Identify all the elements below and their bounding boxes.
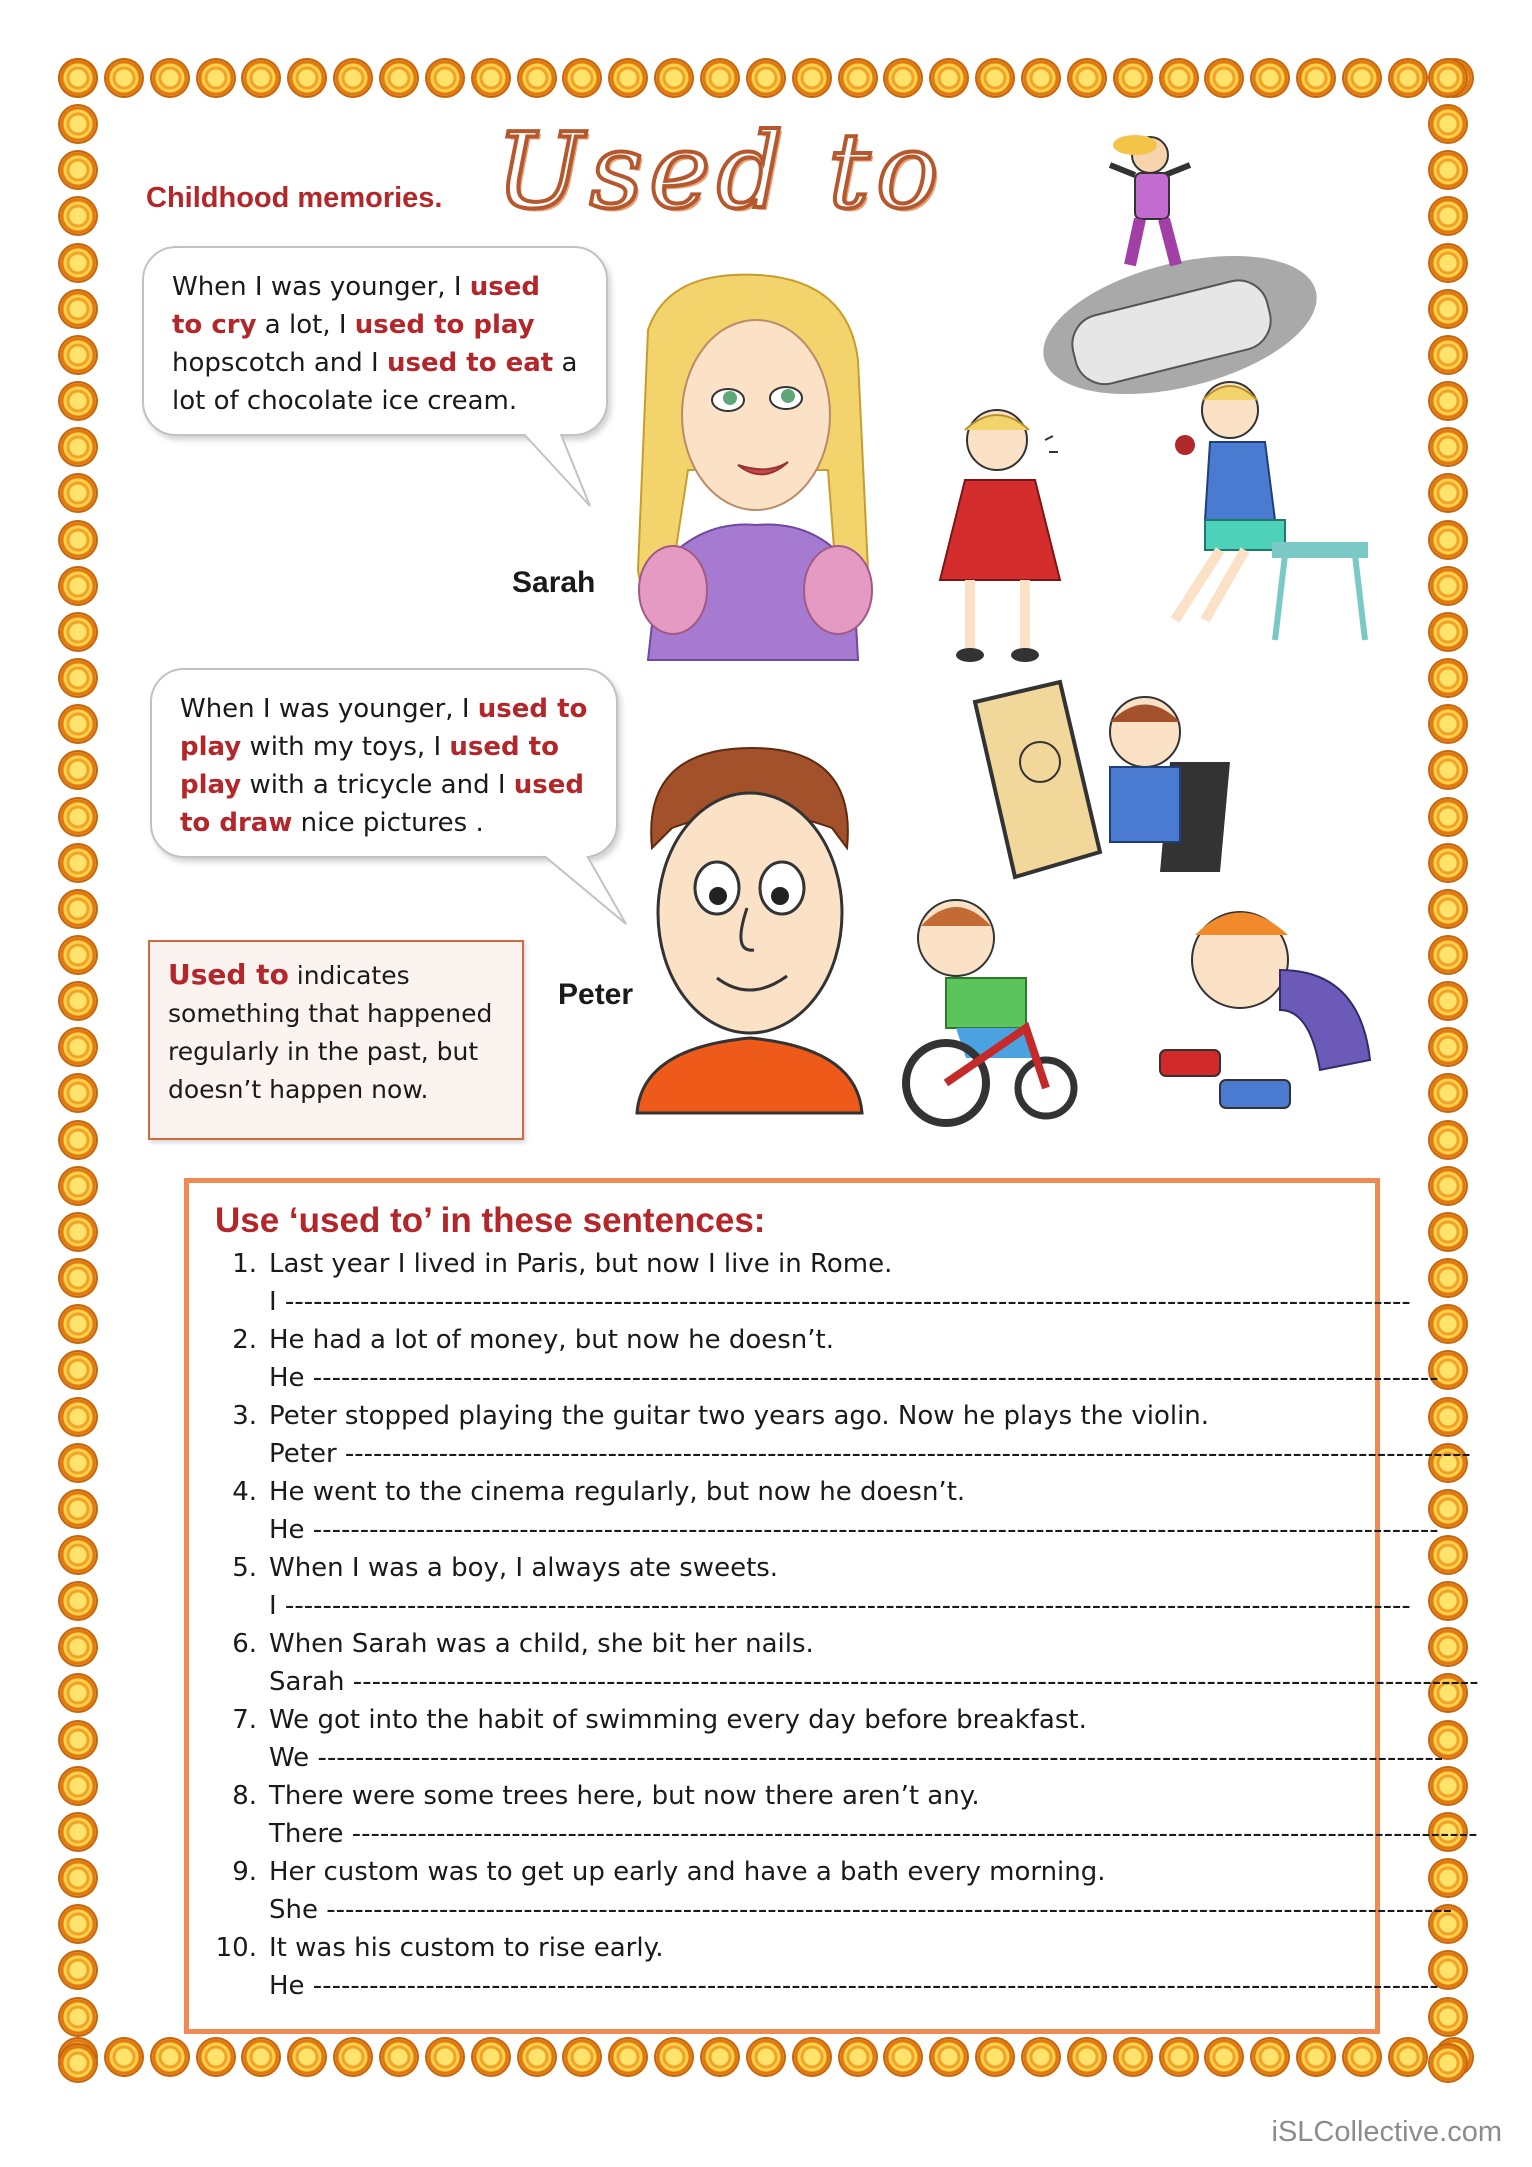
sun-icon (427, 2039, 463, 2075)
definition-term: Used to (168, 958, 289, 991)
sun-icon (1430, 1122, 1466, 1158)
sun-icon (564, 60, 600, 96)
answer-start-word: He (269, 1971, 305, 2001)
exercise-body (269, 1321, 1439, 1397)
answer-blank[interactable]: ------------------------------------------------------------------------------------------------------------------------ (317, 1895, 1453, 1925)
sun-icon (1430, 429, 1466, 465)
sun-icon (1430, 614, 1466, 650)
sarah-segment: hopscotch and I (172, 348, 387, 378)
sun-icon (1430, 660, 1466, 696)
sun-icon (1430, 1583, 1466, 1619)
sun-icon (1023, 2039, 1059, 2075)
definition-box (148, 940, 524, 1140)
sun-icon (656, 60, 692, 96)
sun-icon (840, 60, 876, 96)
sun-icon (1430, 2045, 1466, 2081)
exercise-number: 8. (232, 1781, 257, 1811)
sun-icon (60, 983, 96, 1019)
peter-name-label: Peter (558, 978, 634, 1011)
sun-icon (335, 60, 371, 96)
sun-icon (60, 429, 96, 465)
answer-start-word: Sarah (269, 1667, 345, 1697)
sun-border-bottom (60, 2039, 1472, 2081)
sarah-segment: a lot of chocolate ice cream. (172, 348, 578, 416)
answer-blank[interactable]: ------------------------------------------------------------------------------------------------------------------------ (304, 1515, 1439, 1545)
sun-icon (748, 60, 784, 96)
peter-segment: used to play (180, 694, 588, 762)
exercise-number: 9. (232, 1857, 257, 1887)
exercise-item (211, 1853, 1453, 1929)
exercise-sentence: When Sarah was a child, she bit her nails. (269, 1629, 814, 1659)
sun-icon (152, 60, 188, 96)
answer-start-word: There (269, 1819, 344, 1849)
answer-blank[interactable]: ------------------------------------------------------------------------------------------------------------------------ (344, 1667, 1479, 1697)
sun-icon (1430, 1768, 1466, 1804)
sun-icon (60, 106, 96, 142)
sun-icon (60, 1583, 96, 1619)
exercise-number: 1. (232, 1249, 257, 1279)
sun-icon (1430, 1168, 1466, 1204)
exercise-sentence: Her custom was to get up early and have a bath every morning. (269, 1857, 1106, 1887)
exercise-number: 10. (215, 1933, 257, 1963)
sun-icon (1252, 2039, 1288, 2075)
sarah-segment: used to cry (172, 272, 541, 340)
exercise-body (269, 1777, 1478, 1853)
answer-blank[interactable]: ------------------------------------------------------------------------------------------------------------------------ (336, 1439, 1471, 1469)
sun-icon (1430, 568, 1466, 604)
sarah-segment: a lot, I (256, 310, 355, 340)
sun-icon (243, 60, 279, 96)
answer-line[interactable] (269, 1511, 1439, 1549)
sun-icon (60, 1722, 96, 1758)
hopscotch-girl-illustration (1010, 125, 1320, 395)
exercise-number: 6. (232, 1629, 257, 1659)
sarah-segment: used to play (354, 310, 535, 340)
sun-icon (152, 2039, 188, 2075)
sun-icon (977, 2039, 1013, 2075)
sun-icon (794, 2039, 830, 2075)
sun-icon (106, 60, 142, 96)
peter-bubble-tail (540, 852, 630, 927)
exercise-item (211, 1777, 1478, 1853)
answer-blank[interactable]: ------------------------------------------------------------------------------------------------------------------------ (276, 1287, 1411, 1317)
answer-line[interactable] (269, 1359, 1439, 1397)
exercise-item (211, 1321, 1439, 1397)
answer-start-word: She (269, 1895, 318, 1925)
sun-icon (931, 60, 967, 96)
exercise-item (211, 1549, 1411, 1625)
answer-blank[interactable]: ------------------------------------------------------------------------------------------------------------------------ (304, 1363, 1439, 1393)
sun-icon (60, 1352, 96, 1388)
sun-icon (1430, 152, 1466, 188)
exercise-sentence: We got into the habit of swimming every day before breakfast. (269, 1705, 1087, 1735)
sun-icon (60, 337, 96, 373)
sun-icon (60, 1029, 96, 1065)
peter-segment: used to play (180, 732, 559, 800)
sun-icon (60, 799, 96, 835)
sun-icon (381, 2039, 417, 2075)
sun-icon (702, 60, 738, 96)
sun-icon (519, 2039, 555, 2075)
sun-icon (243, 2039, 279, 2075)
sarah-portrait (628, 270, 878, 660)
page-title: Used to (496, 110, 945, 232)
sun-icon (1344, 2039, 1380, 2075)
sun-icon (1430, 1214, 1466, 1250)
exercise-number: 4. (232, 1477, 257, 1507)
peter-segment: used to draw (180, 770, 585, 838)
exercise-body (269, 1397, 1471, 1473)
exercise-body (269, 1701, 1444, 1777)
sun-icon (1430, 1306, 1466, 1342)
sun-icon (60, 1260, 96, 1296)
sun-icon (1430, 1075, 1466, 1111)
peter-bubble-text (180, 694, 587, 838)
exercise-body (269, 1245, 1411, 1321)
sun-icon (1430, 937, 1466, 973)
sun-icon (1344, 60, 1380, 96)
exercise-body (269, 1473, 1439, 1549)
sarah-name-label: Sarah (512, 566, 596, 599)
sun-icon (1252, 60, 1288, 96)
sun-icon (60, 1168, 96, 1204)
exercise-sentence: He went to the cinema regularly, but now he doesn’t. (269, 1477, 966, 1507)
answer-line[interactable] (269, 1815, 1478, 1853)
sun-icon (1298, 60, 1334, 96)
sun-icon (60, 1814, 96, 1850)
exercise-number: 3. (232, 1401, 257, 1431)
crying-girl-illustration (925, 400, 1075, 670)
sun-icon (977, 60, 1013, 96)
sun-icon (60, 706, 96, 742)
sun-icon (60, 1906, 96, 1942)
answer-line[interactable] (269, 1967, 1439, 2005)
tricycle-boy-illustration (876, 888, 1086, 1128)
answer-blank[interactable]: ------------------------------------------------------------------------------------------------------------------------ (343, 1819, 1478, 1849)
sun-icon (1390, 60, 1426, 96)
sun-icon (60, 522, 96, 558)
sun-icon (1430, 891, 1466, 927)
sun-icon (1430, 291, 1466, 327)
peter-segment: nice pictures . (292, 808, 484, 838)
exercise-sentence: It was his custom to rise early. (269, 1933, 664, 1963)
sun-icon (60, 245, 96, 281)
sarah-bubble-text (172, 272, 577, 416)
exercise-body (269, 1549, 1411, 1625)
sun-icon (840, 2039, 876, 2075)
answer-start-word: I (269, 1591, 277, 1621)
watermark: iSLCollective.com (1271, 2116, 1502, 2148)
sun-icon (1430, 337, 1466, 373)
sun-icon (60, 1306, 96, 1342)
sun-icon (473, 2039, 509, 2075)
exercise-number: 7. (232, 1705, 257, 1735)
exercise-list (211, 1245, 1479, 2005)
exercise-body (269, 1625, 1479, 1701)
peter-segment: When I was younger, I (180, 694, 478, 724)
sun-icon (1430, 1029, 1466, 1065)
sun-icon (289, 2039, 325, 2075)
sun-icon (335, 2039, 371, 2075)
sun-icon (1161, 2039, 1197, 2075)
definition-text: indicates something that happened regularly in the past, but doesn’t happen now. (168, 961, 493, 1104)
sun-icon (60, 845, 96, 881)
ice-cream-boy-illustration (1135, 370, 1385, 650)
sun-icon (60, 1214, 96, 1250)
exercise-item (211, 1473, 1439, 1549)
sun-icon (1023, 60, 1059, 96)
sun-icon (60, 1122, 96, 1158)
sun-icon (1206, 60, 1242, 96)
exercise-item (211, 1397, 1471, 1473)
peter-segment: with a tricycle and I (241, 770, 514, 800)
answer-start-word: We (269, 1743, 310, 1773)
sun-icon (1430, 1629, 1466, 1665)
sun-icon (60, 752, 96, 788)
sun-icon (702, 2039, 738, 2075)
answer-start-word: I (269, 1287, 277, 1317)
answer-line[interactable] (269, 1891, 1453, 1929)
sun-icon (885, 60, 921, 96)
sun-icon (60, 937, 96, 973)
exercise-number: 2. (232, 1325, 257, 1355)
sun-icon (748, 2039, 784, 2075)
exercise-body (269, 1929, 1439, 2005)
exercise-number: 5. (232, 1553, 257, 1583)
sun-icon (1298, 2039, 1334, 2075)
sun-icon (1430, 799, 1466, 835)
exercise-item (211, 1625, 1479, 1701)
sun-icon (564, 2039, 600, 2075)
sun-icon (885, 2039, 921, 2075)
sun-icon (60, 1675, 96, 1711)
sun-icon (610, 2039, 646, 2075)
sun-icon (610, 60, 646, 96)
exercise-item (211, 1929, 1439, 2005)
sun-icon (289, 60, 325, 96)
sarah-bubble-tail (520, 430, 600, 510)
sun-icon (1430, 522, 1466, 558)
answer-line[interactable] (269, 1739, 1444, 1777)
sun-border-left (60, 60, 102, 2081)
sun-icon (1430, 1260, 1466, 1296)
peter-speech-bubble (150, 668, 618, 858)
sun-border-top (60, 60, 1472, 102)
sun-icon (60, 1768, 96, 1804)
sun-icon (1161, 60, 1197, 96)
sun-icon (1430, 1860, 1466, 1896)
exercise-item (211, 1245, 1411, 1321)
exercise-body (269, 1853, 1453, 1929)
sun-icon (794, 60, 830, 96)
sun-icon (60, 291, 96, 327)
sun-icon (656, 2039, 692, 2075)
peter-portrait (622, 738, 872, 1113)
sun-icon (198, 2039, 234, 2075)
sun-icon (60, 60, 96, 96)
sun-icon (931, 2039, 967, 2075)
sun-icon (1430, 475, 1466, 511)
sun-icon (60, 614, 96, 650)
answer-start-word: He (269, 1363, 305, 1393)
sun-icon (1430, 198, 1466, 234)
answer-blank[interactable]: ------------------------------------------------------------------------------------------------------------------------ (304, 1971, 1439, 2001)
sun-icon (1430, 383, 1466, 419)
sun-icon (60, 383, 96, 419)
sun-icon (60, 1860, 96, 1896)
sun-icon (1430, 1999, 1466, 2035)
sarah-speech-bubble (142, 246, 608, 436)
sun-icon (60, 1629, 96, 1665)
page-subtitle: Childhood memories. (146, 182, 443, 214)
answer-line[interactable] (269, 1663, 1479, 1701)
answer-blank[interactable]: ------------------------------------------------------------------------------------------------------------------------ (276, 1591, 1411, 1621)
answer-line[interactable] (269, 1283, 1411, 1321)
exercise-sentence: Last year I lived in Paris, but now I live in Rome. (269, 1249, 893, 1279)
exercise-sentence: Peter stopped playing the guitar two years ago. Now he plays the violin. (269, 1401, 1210, 1431)
answer-line[interactable] (269, 1587, 1411, 1625)
sun-icon (427, 60, 463, 96)
exercise-box (184, 1178, 1479, 2034)
exercise-sentence: There were some trees here, but now there aren’t any. (269, 1781, 980, 1811)
sun-icon (60, 1952, 96, 1988)
sun-icon (1430, 245, 1466, 281)
sun-icon (519, 60, 555, 96)
sun-icon (1206, 2039, 1242, 2075)
sun-icon (60, 152, 96, 188)
sun-icon (1390, 2039, 1426, 2075)
sun-icon (198, 60, 234, 96)
sun-icon (60, 1075, 96, 1111)
sun-icon (1069, 2039, 1105, 2075)
sun-icon (60, 660, 96, 696)
sun-icon (381, 60, 417, 96)
sun-icon (1430, 752, 1466, 788)
sun-icon (1430, 106, 1466, 142)
sun-border-right (1430, 60, 1472, 2081)
sun-icon (1115, 60, 1151, 96)
sarah-segment: When I was younger, I (172, 272, 470, 302)
answer-start-word: Peter (269, 1439, 337, 1469)
sun-icon (60, 891, 96, 927)
sarah-segment: used to eat (386, 348, 554, 378)
sun-icon (106, 2039, 142, 2075)
sun-icon (60, 1537, 96, 1573)
sun-icon (60, 475, 96, 511)
answer-line[interactable] (269, 1435, 1471, 1473)
toy-car-boy-illustration (1140, 900, 1390, 1120)
sun-icon (60, 1399, 96, 1435)
sun-icon (60, 1999, 96, 2035)
sun-icon (60, 1445, 96, 1481)
peter-segment: with my toys, I (241, 732, 450, 762)
sun-icon (1430, 845, 1466, 881)
exercise-sentence: When I was a boy, I always ate sweets. (269, 1553, 779, 1583)
sun-icon (1069, 60, 1105, 96)
sun-icon (1430, 983, 1466, 1019)
sun-icon (473, 60, 509, 96)
sun-icon (60, 198, 96, 234)
sun-icon (1430, 60, 1466, 96)
drawing-boy-illustration (970, 682, 1240, 882)
sun-icon (1115, 2039, 1151, 2075)
exercise-heading: Use ‘used to’ in these sentences: (215, 1201, 766, 1240)
sun-icon (60, 2045, 96, 2081)
sun-icon (1430, 706, 1466, 742)
sun-icon (60, 1491, 96, 1527)
sun-icon (1430, 1399, 1466, 1435)
answer-blank[interactable]: ------------------------------------------------------------------------------------------------------------------------ (309, 1743, 1444, 1773)
exercise-sentence: He had a lot of money, but now he doesn’t. (269, 1325, 834, 1355)
sun-icon (60, 568, 96, 604)
exercise-item (211, 1701, 1444, 1777)
answer-start-word: He (269, 1515, 305, 1545)
